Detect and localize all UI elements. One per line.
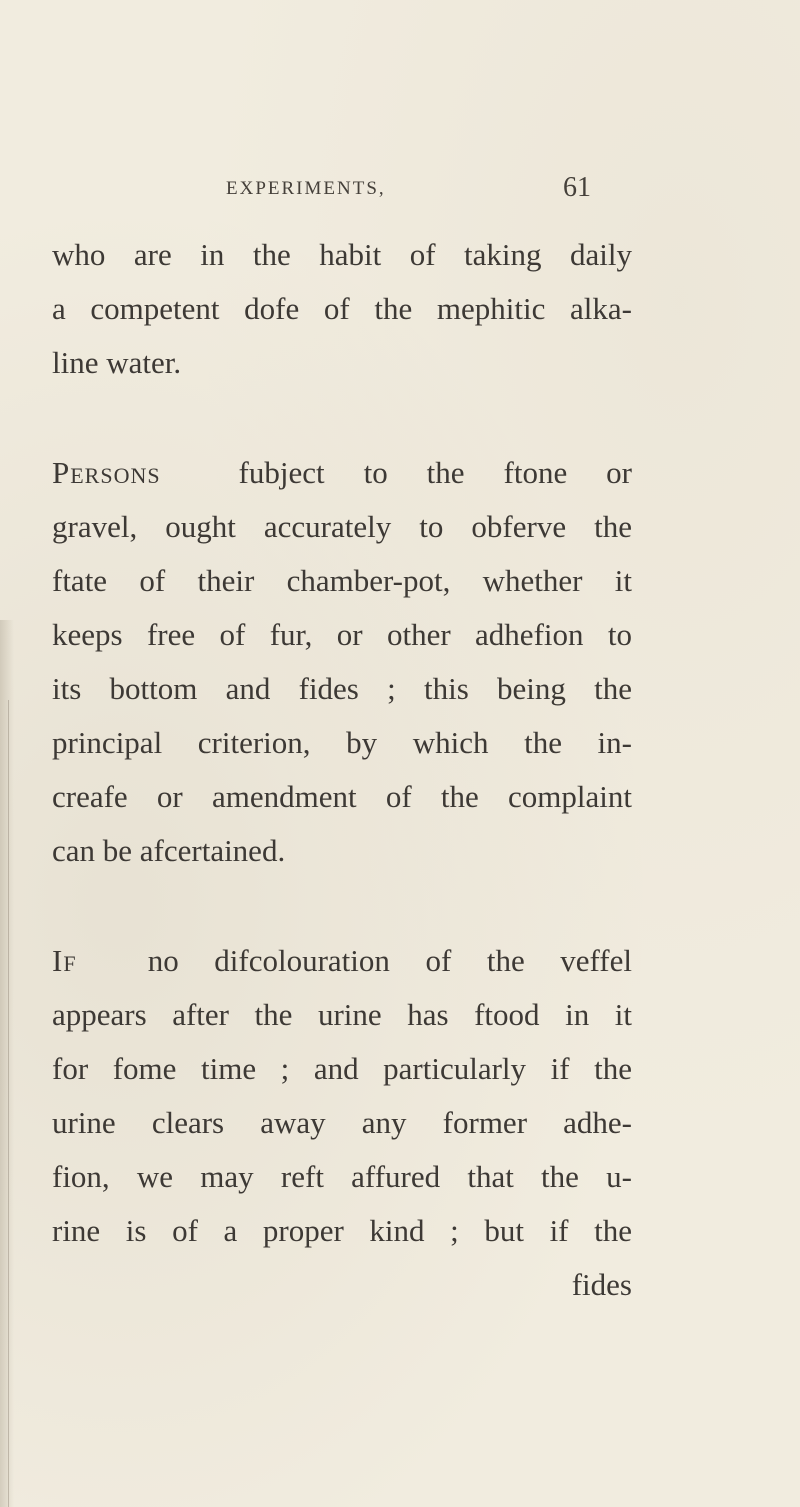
- text-line: gravel, ought accurately to obferve the: [52, 509, 632, 544]
- text-line: urine clears away any former adhe-: [52, 1105, 632, 1140]
- text-line: fion, we may reft affured that the u-: [52, 1159, 632, 1194]
- text-line: [52, 934, 632, 988]
- text-line: line water.: [52, 345, 182, 380]
- text-line: for fome time ; and particularly if the: [52, 1051, 632, 1086]
- text-line-rest: fubject to the ftone or: [238, 455, 632, 490]
- text-line: keeps free of fur, or other adhefion to: [52, 617, 632, 652]
- text-line: its bottom and fides ; this being the: [52, 671, 632, 706]
- text-line: who are in the habit of taking daily: [52, 237, 632, 272]
- text-line: ftate of their chamber-pot, whether it: [52, 563, 632, 598]
- catchword: fides: [571, 1267, 632, 1302]
- paragraph-3: [52, 934, 632, 1258]
- paragraph-spacer: [52, 878, 632, 934]
- paragraph-initial-word: Persons: [52, 455, 161, 490]
- text-line: creafe or amendment of the complaint: [52, 779, 632, 814]
- text-line: appears after the urine has ftood in it: [52, 997, 632, 1032]
- running-title: EXPERIMENTS,: [226, 178, 386, 199]
- paragraph-initial-word: If: [52, 943, 77, 978]
- text-line-rest: no difcolouration of the veffel: [147, 943, 633, 978]
- page-gutter-shadow: [0, 620, 14, 1507]
- text-line: principal criterion, by which the in-: [52, 725, 632, 760]
- text-line: a competent dofe of the mephitic alka-: [52, 291, 632, 326]
- paragraph-1: [52, 228, 632, 390]
- paragraph-2: [52, 446, 632, 878]
- page-number: 61: [563, 172, 591, 203]
- text-line: [52, 446, 632, 500]
- text-line: rine is of a proper kind ; but if the: [52, 1213, 632, 1248]
- paragraph-spacer: [52, 390, 632, 446]
- body-text: [52, 228, 632, 1312]
- running-head: [0, 172, 800, 202]
- text-line: can be afcertained.: [52, 833, 286, 868]
- page-edge-line: [8, 700, 9, 1507]
